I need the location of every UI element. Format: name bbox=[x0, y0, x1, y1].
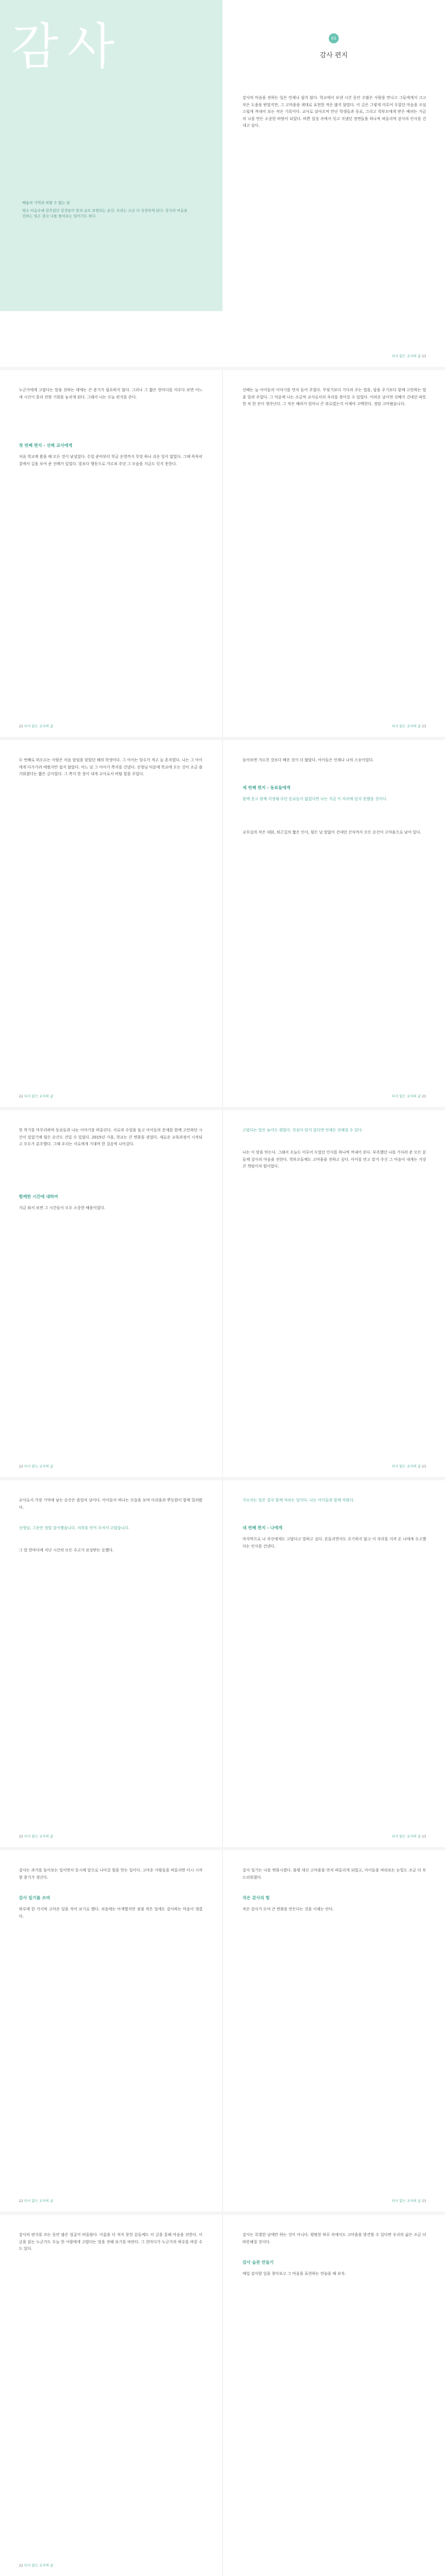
page-text: 두 번째로 떠오르는 사람은 처음 담임을 맡았던 해의 학생이다. 그 아이는 말수가 적고 늘 혼자였다. 나는 그 아이에게 다가가려 애썼지만 쉽지 않았다. 어느 날 그 아이가 쪽지를 건넸다. 선생님 덕분에 학교에 오는 것이 조금 즐거워졌다는 짧은 글이었다. 그 쪽지 한 장이 내게 교사로서 버틸 힘을 주었다. bbox=[19, 758, 202, 777]
folio-left bbox=[19, 723, 53, 728]
folio-book: 다시 읽는 교사의 글 bbox=[392, 355, 421, 358]
cover-note-text: 평소 마음속에 감추었던 감정들이 말과 글로 표현되는 순간, 우리는 조금 더 성장하게 된다. 감사의 마음을 전하는 일은 결국 나를 돌아보는 일이기도 하다. bbox=[22, 208, 187, 218]
page-text: 교사로서 가장 기억에 남는 순간은 졸업식 날이다. 아이들이 떠나는 모습을 보며 아쉬움과 뿌듯함이 함께 밀려왔다. bbox=[19, 1498, 202, 1510]
spread-4 bbox=[0, 1110, 445, 1477]
folio-num: 23 bbox=[422, 1465, 426, 1469]
folio-num: 22 bbox=[19, 725, 23, 728]
section-heading: 함께한 시간에 대하여 bbox=[19, 1194, 58, 1199]
folio-right bbox=[392, 723, 426, 728]
page-text: 감사의 마음을 전하는 일은 언제나 쉽지 않다. 학교에서 보낸 시간 동안 수많은 사람을 만나고 그들에게서 크고 작은 도움을 받았지만, 그 고마움을 제대로 표현한 적은 많지 않았다. 이 글은 그렇게 미루어 두었던 마음을 조심스럽게 꺼내어 보는 작은 기록이다. 교사로 살아오며 만난 학생들과 동료, 그리고 학부모에게 받은 배려는 지금의 나를 만든 소중한 바탕이 되었다. 바쁜 일상 속에서 잊고 지냈던 장면들을 하나씩 떠올리며 감사의 인사를 건네고 싶다. bbox=[243, 96, 426, 128]
page-text: 돌아보면 가르친 것보다 배운 것이 더 많았다. 아이들은 언제나 나의 스승이었다. bbox=[243, 758, 374, 762]
folio-right bbox=[392, 1834, 426, 1839]
folio-num: 23 bbox=[422, 725, 426, 728]
gutter bbox=[222, 1480, 223, 1847]
page-text: 감사는 특별한 날에만 하는 것이 아니다. 평범한 하루 속에서도 고마움을 발견할 수 있다면 우리의 삶은 조금 더 따뜻해질 것이다. bbox=[243, 2233, 426, 2244]
page-text: 감사는 과거를 돌아보는 일이면서 동시에 앞으로 나아갈 힘을 얻는 일이다. 고마운 사람들을 떠올리면 다시 시작할 용기가 생긴다. bbox=[19, 1868, 202, 1880]
gutter bbox=[222, 2215, 223, 2576]
folio-book: 다시 읽는 교사의 글 bbox=[392, 1465, 421, 1469]
folio-num: 22 bbox=[19, 2564, 23, 2568]
gutter bbox=[222, 740, 223, 1107]
page-text: 그 말 한마디에 지난 시간의 모든 수고가 보상받는 듯했다. bbox=[19, 1548, 114, 1552]
page-text: 처음 학교에 왔을 때 모든 것이 낯설었다. 수업 준비부터 학급 운영까지 무엇 하나 쉬운 일이 없었다. 그때 묵묵히 곁에서 길을 보여 준 선배가 있었다. 말보다 행동으로 가르쳐 주던 그 모습을 지금도 잊지 못한다. bbox=[19, 455, 202, 466]
folio-right bbox=[392, 2198, 426, 2203]
folio-right bbox=[392, 353, 426, 358]
spread-6 bbox=[0, 1850, 445, 2211]
folio-book: 다시 읽는 교사의 글 bbox=[24, 1835, 53, 1839]
cover-page bbox=[0, 0, 222, 367]
folio-book: 다시 읽는 교사의 글 bbox=[24, 2564, 53, 2568]
section-heading: 세 번째 편지 - 동료들에게 bbox=[243, 785, 291, 790]
page-text: 마지막으로 나 자신에게도 고맙다고 말하고 싶다. 흔들리면서도 포기하지 않고 이 자리를 지켜 온 나에게 수고했다는 인사를 건넨다. bbox=[243, 1537, 426, 1549]
gutter bbox=[222, 370, 223, 737]
page-text: 하루에 한 가지씩 고마운 일을 적어 보기로 했다. 처음에는 어색했지만 점점 작은 일에도 감사하는 마음이 생겼다. bbox=[19, 1907, 202, 1919]
page-text: 한 학기를 마무리하며 동료들과 나눈 이야기를 떠올린다. 서로의 수업을 돕고 아이들의 문제를 함께 고민하던 시간이 있었기에 힘든 순간도 견딜 수 있었다. 2015년 가을, 학교는 큰 변화를 겪었다. 새로운 교육과정이 시작되고 모두가 분주했다. 그때 우리는 서로에게 기대며 한 걸음씩 나아갔다. bbox=[19, 1128, 202, 1147]
spread-7 bbox=[0, 2215, 445, 2576]
spread-1 bbox=[0, 0, 445, 367]
section-heading: 작은 감사의 힘 bbox=[243, 1895, 270, 1900]
folio-left bbox=[19, 2198, 53, 2203]
section-heading: 첫 번째 편지 - 선배 교사에게 bbox=[19, 443, 72, 448]
page-text: 매일 감사할 일을 찾아보고 그 마음을 표현하는 연습을 해 보자. bbox=[243, 2272, 346, 2276]
cover-note bbox=[22, 200, 189, 219]
folio-book: 다시 읽는 교사의 글 bbox=[392, 725, 421, 728]
folio-num: 23 bbox=[422, 2199, 426, 2203]
folio-num: 22 bbox=[19, 2199, 23, 2203]
highlight-quote: 함께 웃고 함께 걱정해 주던 동료들이 없었다면 나는 지금 이 자리에 있지 못했을 것이다. bbox=[243, 797, 388, 801]
chapter-title: 감사 편지 bbox=[319, 51, 348, 59]
page-text: 교무실의 작은 대화, 퇴근길의 짧은 인사, 힘든 날 말없이 건네던 간식까지 모든 순간이 고마움으로 남아 있다. bbox=[243, 830, 422, 835]
page-text: 감사의 편지를 쓰는 동안 많은 얼굴이 떠올랐다. 이름을 다 적지 못한 분들께도 이 글을 통해 마음을 전한다. 이 글을 읽는 누군가도 오늘 한 사람에게 고맙다는 말을 전해 보기를 바란다. 그 한마디가 누군가의 하루를 바꿀 수도 있다. bbox=[19, 2233, 202, 2251]
folio-num: 23 bbox=[422, 1095, 426, 1099]
folio-book: 다시 읽는 교사의 글 bbox=[24, 1095, 53, 1099]
folio-book: 다시 읽는 교사의 글 bbox=[24, 1465, 53, 1469]
folio-left bbox=[19, 1094, 53, 1099]
folio-left bbox=[19, 1834, 53, 1839]
highlight-quote: 고맙다는 말은 늦어도 괜찮다. 진심이 담겨 있다면 언제든 전해질 수 있다. bbox=[243, 1128, 363, 1132]
folio-book: 다시 읽는 교사의 글 bbox=[392, 2199, 421, 2203]
highlight-quote: 선생님, 그동안 정말 감사했습니다. 저희를 믿어 주셔서 고맙습니다. bbox=[19, 1526, 130, 1530]
folio-num: 22 bbox=[19, 1835, 23, 1839]
cover-note-title: 배움의 기억과 피할 수 없는 날 bbox=[22, 201, 70, 205]
folio-book: 다시 읽는 교사의 글 bbox=[392, 1835, 421, 1839]
section-heading: 네 번째 편지 - 나에게 bbox=[243, 1525, 283, 1530]
chapter-number-badge: 01 bbox=[329, 33, 339, 43]
folio-right bbox=[392, 1464, 426, 1469]
spread-3 bbox=[0, 740, 445, 1107]
cover-block bbox=[0, 0, 222, 311]
highlight-quote: 가르치는 일은 결국 함께 자라는 일이다. 나는 아이들과 함께 자랐다. bbox=[243, 1498, 355, 1502]
page-text: 선배는 늘 아이들의 이야기를 먼저 들어 주었다. 꾸짖기보다 기다려 주는 법을, 답을 주기보다 함께 고민하는 법을 알려 주었다. 그 덕분에 나는 조금씩 교사로서의 자리를 찾아갈 수 있었다. 어려운 날이면 선배가 건네던 따뜻한 차 한 잔이 생각난다. 그 작은 배려가 얼마나 큰 위로였는지 이제야 고백한다. 정말 고마웠습니다. bbox=[243, 388, 426, 407]
page-text: 작은 감사가 모여 큰 변화를 만든다는 것을 이제는 안다. bbox=[243, 1907, 334, 1911]
folio-num: 23 bbox=[422, 1835, 426, 1839]
folio-num: 23 bbox=[422, 355, 426, 358]
page-text: 나는 이 말을 믿는다. 그래서 오늘도 미루어 두었던 인사를 하나씩 꺼내어 본다. 부족했던 나를 기다려 준 모든 분들께 감사의 마음을 전한다. 학부모들께도 고마움을 전하고 싶다. 아이를 믿고 맡겨 주신 그 마음이 내게는 가장 큰 책임이자 힘이었다. bbox=[243, 1150, 426, 1169]
gutter bbox=[222, 1110, 223, 1477]
folio-left bbox=[19, 1464, 53, 1469]
cover-big-title: 감사 bbox=[11, 18, 124, 75]
section-heading: 감사 습관 만들기 bbox=[243, 2260, 274, 2265]
spread-5 bbox=[0, 1480, 445, 1847]
folio-num: 22 bbox=[19, 1095, 23, 1099]
folio-num: 22 bbox=[19, 1465, 23, 1469]
section-heading: 감사 일기를 쓰며 bbox=[19, 1895, 50, 1900]
page-text: 지금 와서 보면 그 시간들이 모두 소중한 배움이었다. bbox=[19, 1206, 106, 1210]
folio-right bbox=[392, 1094, 426, 1099]
folio-left bbox=[19, 2563, 53, 2568]
spread-2 bbox=[0, 370, 445, 737]
gutter bbox=[222, 1850, 223, 2211]
page-text: 누군가에게 고맙다는 말을 전하는 데에는 큰 용기가 필요하지 않다. 그러나 그 짧은 한마디를 미루다 보면 어느새 시간이 흘러 전할 기회를 놓치게 된다. 그래서 나는 오늘 편지를 쓴다. bbox=[19, 388, 202, 400]
folio-book: 다시 읽는 교사의 글 bbox=[24, 2199, 53, 2203]
page-text: 감사 일기는 나를 변화시켰다. 불평 대신 고마움을 먼저 떠올리게 되었고, 아이들을 바라보는 눈빛도 조금 더 부드러워졌다. bbox=[243, 1868, 426, 1880]
folio-book: 다시 읽는 교사의 글 bbox=[24, 725, 53, 728]
folio-book: 다시 읽는 교사의 글 bbox=[392, 1095, 421, 1099]
